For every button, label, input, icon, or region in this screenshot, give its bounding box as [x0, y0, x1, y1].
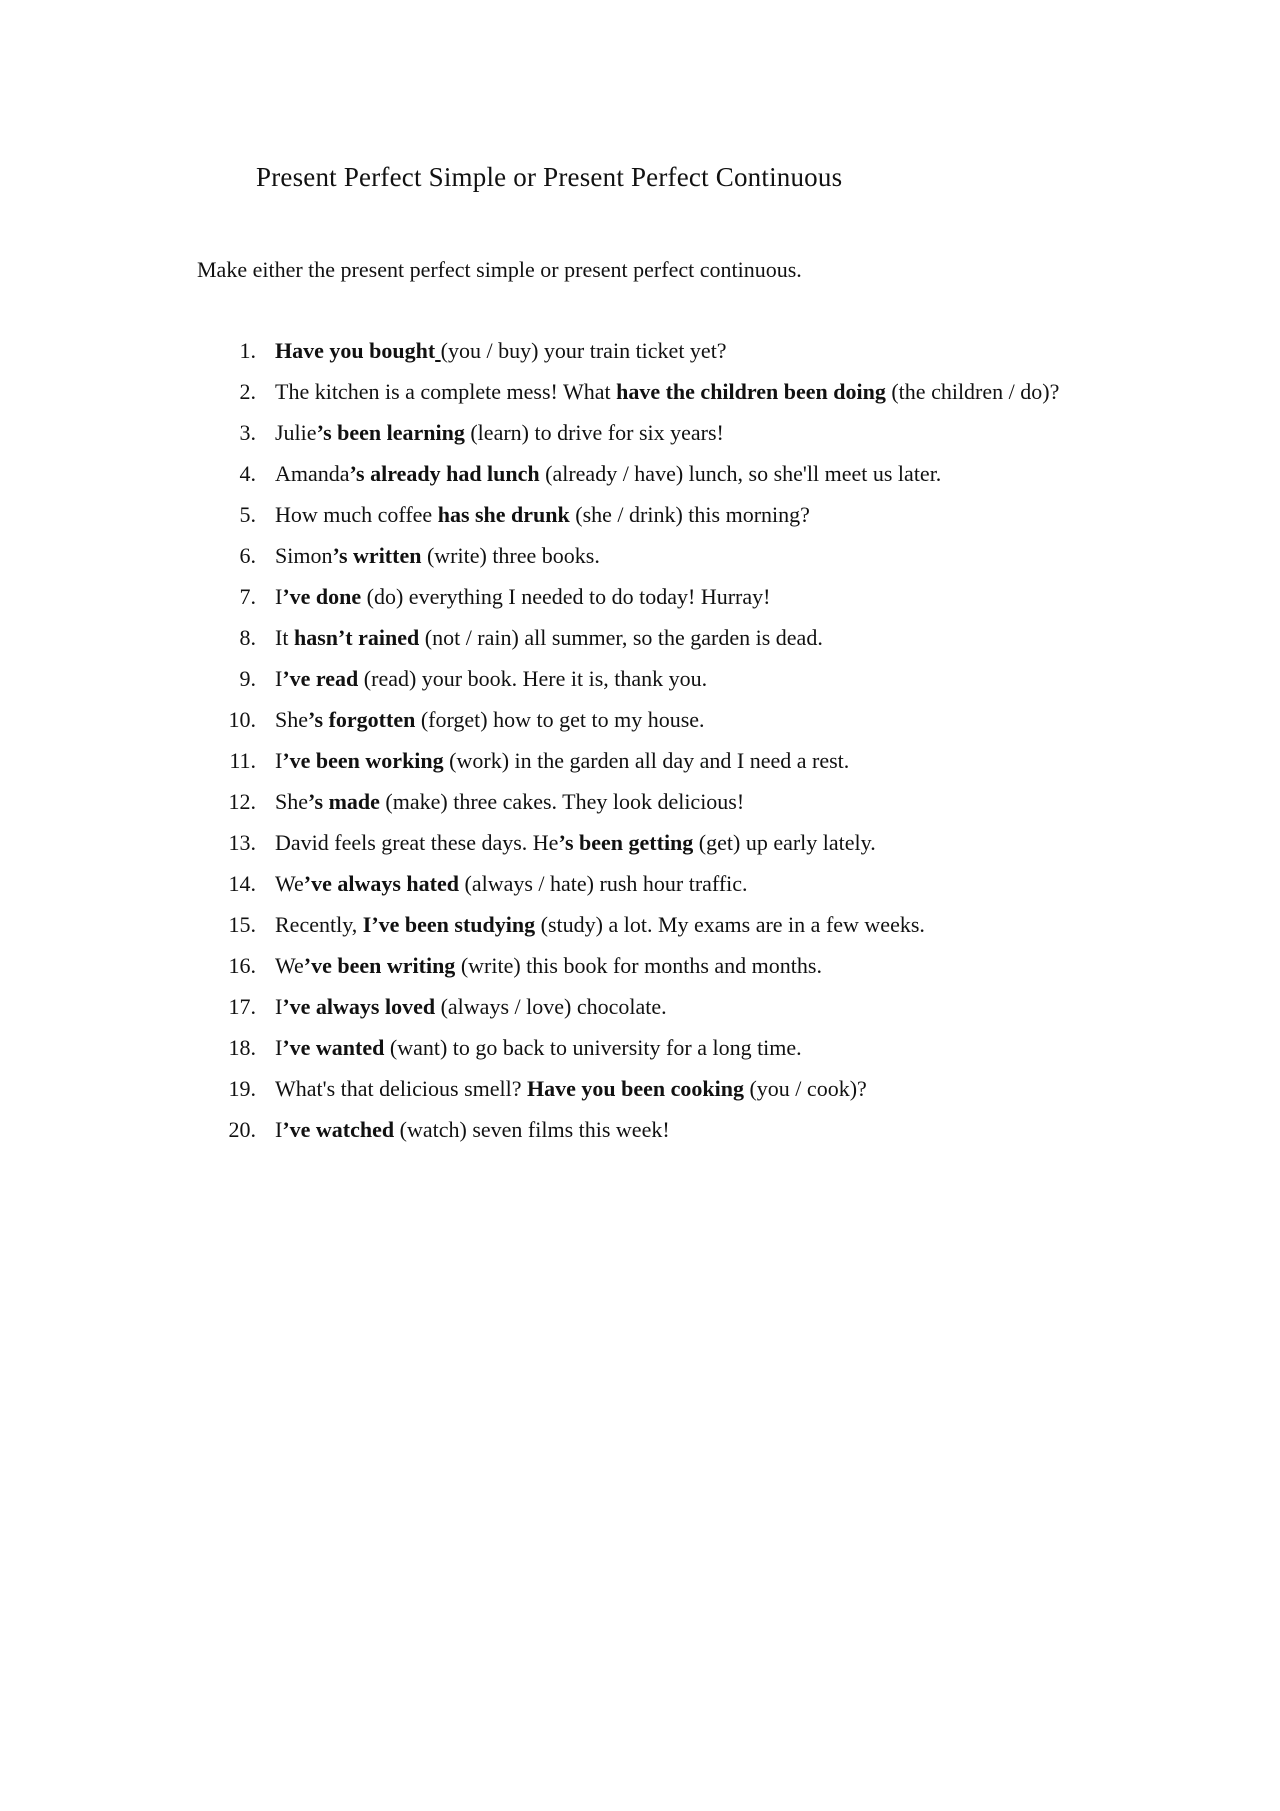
exercise-sentence	[275, 583, 1085, 610]
exercise-number: 3.	[239, 420, 256, 445]
exercise-item	[0, 993, 1280, 1020]
exercise-number: 17.	[228, 994, 256, 1019]
sentence-text: Recently,	[275, 912, 363, 937]
exercise-sentence	[275, 624, 1085, 651]
exercise-number: 7.	[239, 584, 256, 609]
exercise-sentence	[275, 829, 1085, 856]
sentence-text: She	[275, 707, 308, 732]
exercise-item	[0, 378, 1280, 405]
exercise-sentence	[275, 419, 1085, 446]
answer-text: Have you bought	[275, 338, 436, 363]
exercise-item	[0, 911, 1280, 938]
answer-text: ’s been getting	[558, 830, 694, 855]
answer-text: ’ve read	[282, 666, 359, 691]
answer-text: ’ve been writing	[303, 953, 456, 978]
exercise-item	[0, 788, 1280, 815]
sentence-text: The kitchen is a complete mess! What	[275, 379, 617, 404]
exercise-item	[0, 419, 1280, 446]
sentence-text: Simon	[275, 543, 333, 568]
answer-text: ’ve watched	[282, 1117, 395, 1142]
exercise-sentence	[275, 706, 1085, 733]
exercise-number: 14.	[228, 871, 256, 896]
exercise-item	[0, 501, 1280, 528]
sentence-text: (always / love) chocolate.	[435, 994, 667, 1019]
sentence-text: (you / buy) your train ticket yet?	[440, 338, 727, 363]
exercise-number: 20.	[228, 1117, 256, 1142]
exercise-sentence	[275, 747, 1085, 774]
sentence-text: I	[275, 584, 283, 609]
sentence-text: She	[275, 789, 308, 814]
sentence-text: (work) in the garden all day and I need a rest.	[443, 748, 850, 773]
exercise-item	[0, 1116, 1280, 1143]
answer-text: have the children been doing	[616, 379, 886, 404]
exercise-item	[0, 460, 1280, 487]
sentence-text: I	[275, 994, 283, 1019]
sentence-text: (write) this book for months and months.	[455, 953, 822, 978]
answer-text: ’s already had lunch	[349, 461, 540, 486]
exercise-number: 5.	[239, 502, 256, 527]
sentence-text: (study) a lot. My exams are in a few weeks.	[535, 912, 925, 937]
answer-text: ’ve done	[282, 584, 362, 609]
answer-text: has she drunk	[437, 502, 570, 527]
exercise-number: 10.	[228, 707, 256, 732]
exercise-sentence	[275, 337, 1085, 364]
sentence-text: What's that delicious smell?	[275, 1076, 528, 1101]
answer-text: ’ve always hated	[303, 871, 459, 896]
exercise-sentence	[275, 460, 1085, 487]
exercise-number: 8.	[239, 625, 256, 650]
answer-text: ’ve wanted	[282, 1035, 385, 1060]
exercise-sentence	[275, 911, 1085, 938]
exercise-item	[0, 1075, 1280, 1102]
sentence-text: We	[275, 871, 304, 896]
exercise-number: 18.	[228, 1035, 256, 1060]
exercise-item	[0, 1034, 1280, 1061]
sentence-text: (she / drink) this morning?	[569, 502, 810, 527]
sentence-text: (do) everything I needed to do today! Hurray!	[361, 584, 771, 609]
exercise-list	[0, 337, 1280, 1157]
exercise-number: 1.	[239, 338, 256, 363]
sentence-text: (you / cook)?	[743, 1076, 867, 1101]
exercise-sentence	[275, 501, 1085, 528]
sentence-text: (the children / do)?	[885, 379, 1060, 404]
exercise-item	[0, 952, 1280, 979]
sentence-text: (learn) to drive for six years!	[464, 420, 724, 445]
exercise-item	[0, 665, 1280, 692]
sentence-text: I	[275, 1035, 283, 1060]
sentence-text: (write) three books.	[421, 543, 600, 568]
exercise-item	[0, 337, 1280, 364]
sentence-text: I	[275, 1117, 283, 1142]
exercise-sentence	[275, 788, 1085, 815]
answer-text: hasn’t rained	[293, 625, 420, 650]
exercise-number: 2.	[239, 379, 256, 404]
answer-text: I’ve been studying	[362, 912, 536, 937]
exercise-sentence	[275, 1116, 1085, 1143]
exercise-number: 6.	[239, 543, 256, 568]
answer-text: ’s written	[332, 543, 422, 568]
sentence-text: I	[275, 748, 283, 773]
sentence-text: David feels great these days. He	[275, 830, 559, 855]
sentence-text: We	[275, 953, 304, 978]
exercise-number: 12.	[228, 789, 256, 814]
exercise-sentence	[275, 993, 1085, 1020]
exercise-number: 15.	[228, 912, 256, 937]
answer-text: ’ve been working	[282, 748, 444, 773]
sentence-text: Amanda	[275, 461, 350, 486]
exercise-sentence	[275, 1034, 1085, 1061]
exercise-number: 16.	[228, 953, 256, 978]
sentence-text: Julie	[275, 420, 317, 445]
exercise-number: 9.	[239, 666, 256, 691]
sentence-text: It	[275, 625, 294, 650]
answer-text: ’s forgotten	[308, 707, 416, 732]
exercise-sentence	[275, 378, 1085, 405]
sentence-text: (get) up early lately.	[693, 830, 876, 855]
exercise-sentence	[275, 870, 1085, 897]
sentence-text: (want) to go back to university for a long time.	[384, 1035, 802, 1060]
exercise-item	[0, 829, 1280, 856]
exercise-item	[0, 583, 1280, 610]
sentence-text: (forget) how to get to my house.	[415, 707, 705, 732]
instructions-text: Make either the present perfect simple or present perfect continuous.	[197, 257, 802, 282]
answer-text: ’s made	[308, 789, 380, 814]
exercise-item	[0, 870, 1280, 897]
answer-text: ’ve always loved	[282, 994, 436, 1019]
exercise-item	[0, 706, 1280, 733]
page-title: Present Perfect Simple or Present Perfect Continuous	[256, 162, 843, 192]
sentence-text: (always / hate) rush hour traffic.	[459, 871, 748, 896]
exercise-item	[0, 747, 1280, 774]
sentence-text: How much coffee	[275, 502, 438, 527]
exercise-number: 13.	[228, 830, 256, 855]
exercise-sentence	[275, 952, 1085, 979]
sentence-text: (watch) seven films this week!	[394, 1117, 670, 1142]
exercise-sentence	[275, 665, 1085, 692]
exercise-number: 4.	[239, 461, 256, 486]
exercise-sentence	[275, 1075, 1085, 1102]
exercise-sentence	[275, 542, 1085, 569]
sentence-text: (already / have) lunch, so she'll meet us later.	[539, 461, 942, 486]
exercise-number: 11.	[229, 748, 256, 773]
sentence-text: I	[275, 666, 283, 691]
exercise-item	[0, 542, 1280, 569]
sentence-text: (not / rain) all summer, so the garden is dead.	[419, 625, 823, 650]
sentence-text: (read) your book. Here it is, thank you.	[358, 666, 708, 691]
exercise-number: 19.	[228, 1076, 256, 1101]
answer-text: Have you been cooking	[527, 1076, 744, 1101]
answer-text: ’s been learning	[316, 420, 465, 445]
exercise-item	[0, 624, 1280, 651]
sentence-text: (make) three cakes. They look delicious!	[379, 789, 745, 814]
